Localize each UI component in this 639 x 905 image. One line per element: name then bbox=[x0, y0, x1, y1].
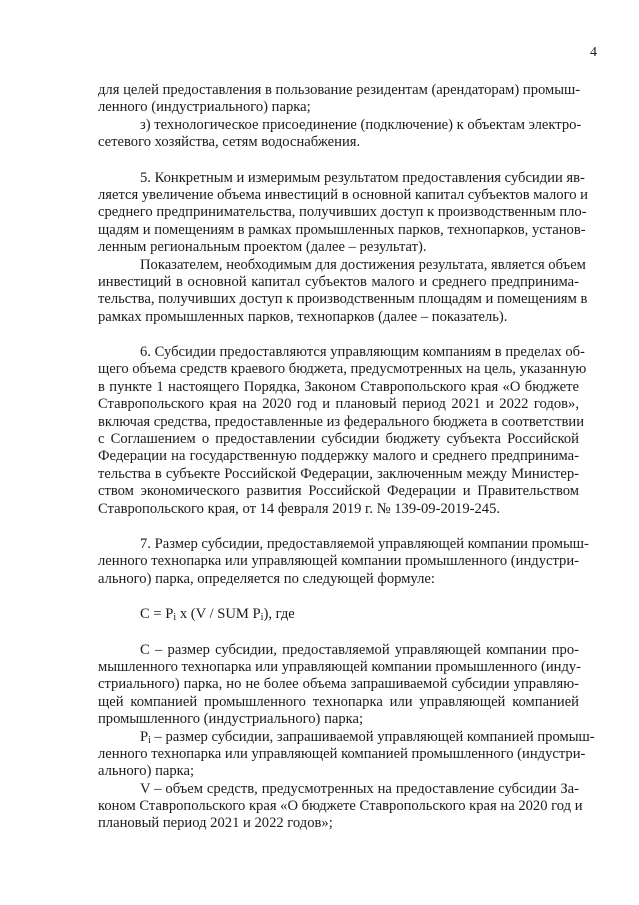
paragraph-gap bbox=[98, 152, 579, 170]
paragraph-p9 bbox=[98, 728, 595, 781]
paragraph-p3 bbox=[98, 169, 588, 257]
text-line: ального) парка, определяется по следующей формуле: bbox=[98, 570, 435, 587]
paragraph-p6 bbox=[98, 535, 589, 588]
text-line: ленного (индустриального) парка; bbox=[98, 99, 311, 116]
text-line: ством экономического развития Российской Федерации и Правительством bbox=[98, 483, 579, 500]
text-line: ленного технопарка или управляющей компании промышленного (индустри- bbox=[98, 553, 579, 570]
paragraph-p5 bbox=[98, 344, 587, 518]
text-line: C – размер субсидии, предоставляемой управляющей компании про- bbox=[140, 641, 579, 658]
text-line: Ставропольского края, от 14 февраля 2019 г. № 139-09-2019-245. bbox=[98, 500, 501, 517]
text-line: для целей предоставления в пользование резидентам (арендаторам) промыш- bbox=[98, 82, 581, 98]
paragraph-p1 bbox=[98, 82, 579, 117]
text-line: ленного технопарка или управляющей компанией промышленного (индустри- bbox=[98, 745, 586, 762]
text-line: коном Ставропольского края «О бюджете Ставропольского края на 2020 год и bbox=[98, 798, 583, 815]
text-line: $C = P_i$ x (V / SUM $P_i$), где bbox=[140, 606, 295, 624]
text-line: Федерации на государственную поддержку малого и среднего предпринима- bbox=[98, 448, 579, 465]
paragraph-gap bbox=[98, 588, 579, 606]
text-line: ального) парка; bbox=[98, 763, 195, 780]
text-line: инвестиций в основной капитал субъектов малого и среднего предпринима- bbox=[98, 273, 579, 290]
paragraph-p10 bbox=[98, 780, 583, 833]
paragraph-p4 bbox=[98, 256, 588, 327]
text-line: промышленного (индустриального) парка; bbox=[98, 711, 364, 728]
text-line: среднего предпринимательства, получивших доступ к производственным пло- bbox=[98, 204, 587, 221]
text-line: включая средства, предоставленные из федерального бюджета в соответствии bbox=[98, 413, 585, 430]
text-line: з) технологическое присоединение (подключение) к объектам электро- bbox=[140, 116, 582, 133]
text-line: с Соглашением о предоставлении субсидии бюджету субъекта Российской bbox=[98, 431, 579, 448]
paragraph-gap bbox=[98, 624, 579, 642]
text-line: мышленного технопарка или управляющей компании промышленного (инду- bbox=[98, 658, 582, 675]
page-number: 4 bbox=[590, 45, 597, 60]
text-line: щадям и помещениям в рамках промышленных парков, технопарков, установ- bbox=[98, 221, 586, 238]
paragraph-p8 bbox=[98, 641, 582, 729]
text-line: 6. Субсидии предоставляются управляющим компаниям в пределах об- bbox=[140, 344, 585, 361]
text-line: сетевого хозяйства, сетям водоснабжения. bbox=[98, 134, 361, 151]
paragraph-gap bbox=[98, 326, 579, 344]
text-line: Показателем, необходимым для достижения результата, является объем bbox=[140, 256, 586, 273]
text-line: рамках промышленных парков, технопарков (далее – показатель). bbox=[98, 308, 508, 325]
document-body bbox=[98, 82, 595, 833]
text-line: щего объема средств краевого бюджета, предусмотренных на цель, указанную bbox=[98, 361, 587, 378]
text-line: стриального) парка, но не более объема запрашиваемой субсидии управляю- bbox=[98, 676, 579, 693]
paragraph-p2 bbox=[98, 116, 582, 152]
text-line: в пункте 1 настоящего Порядка, Законом Ставропольского края «О бюджете bbox=[98, 378, 579, 395]
text-line: щей компанией промышленного технопарка или управляющей компанией bbox=[98, 693, 579, 710]
text-line: тельства в субъекте Российской Федерации, заключенным между Министер- bbox=[98, 465, 579, 482]
text-line: ленным региональным проектом (далее – результат). bbox=[98, 239, 427, 256]
paragraph-p7 bbox=[98, 606, 579, 623]
text-line: Ставропольского края на 2020 год и плановый период 2021 и 2022 годов», bbox=[98, 396, 579, 413]
text-line: 5. Конкретным и измеримым результатом предоставления субсидии яв- bbox=[140, 169, 585, 186]
text-line: тельства, получивших доступ к производственным площадям и помещениям в bbox=[98, 291, 588, 308]
text-line: плановый период 2021 и 2022 годов»; bbox=[98, 815, 333, 832]
text-line: $P_i$ – размер субсидии, запрашиваемой управляющей компанией промыш- bbox=[140, 728, 595, 746]
text-line: 7. Размер субсидии, предоставляемой управляющей компании промыш- bbox=[140, 535, 589, 552]
paragraph-gap bbox=[98, 518, 579, 536]
text-line: V – объем средств, предусмотренных на предоставление субсидии За- bbox=[140, 780, 579, 797]
text-line: ляется увеличение объема инвестиций в основной капитал субъектов малого и bbox=[98, 186, 588, 203]
